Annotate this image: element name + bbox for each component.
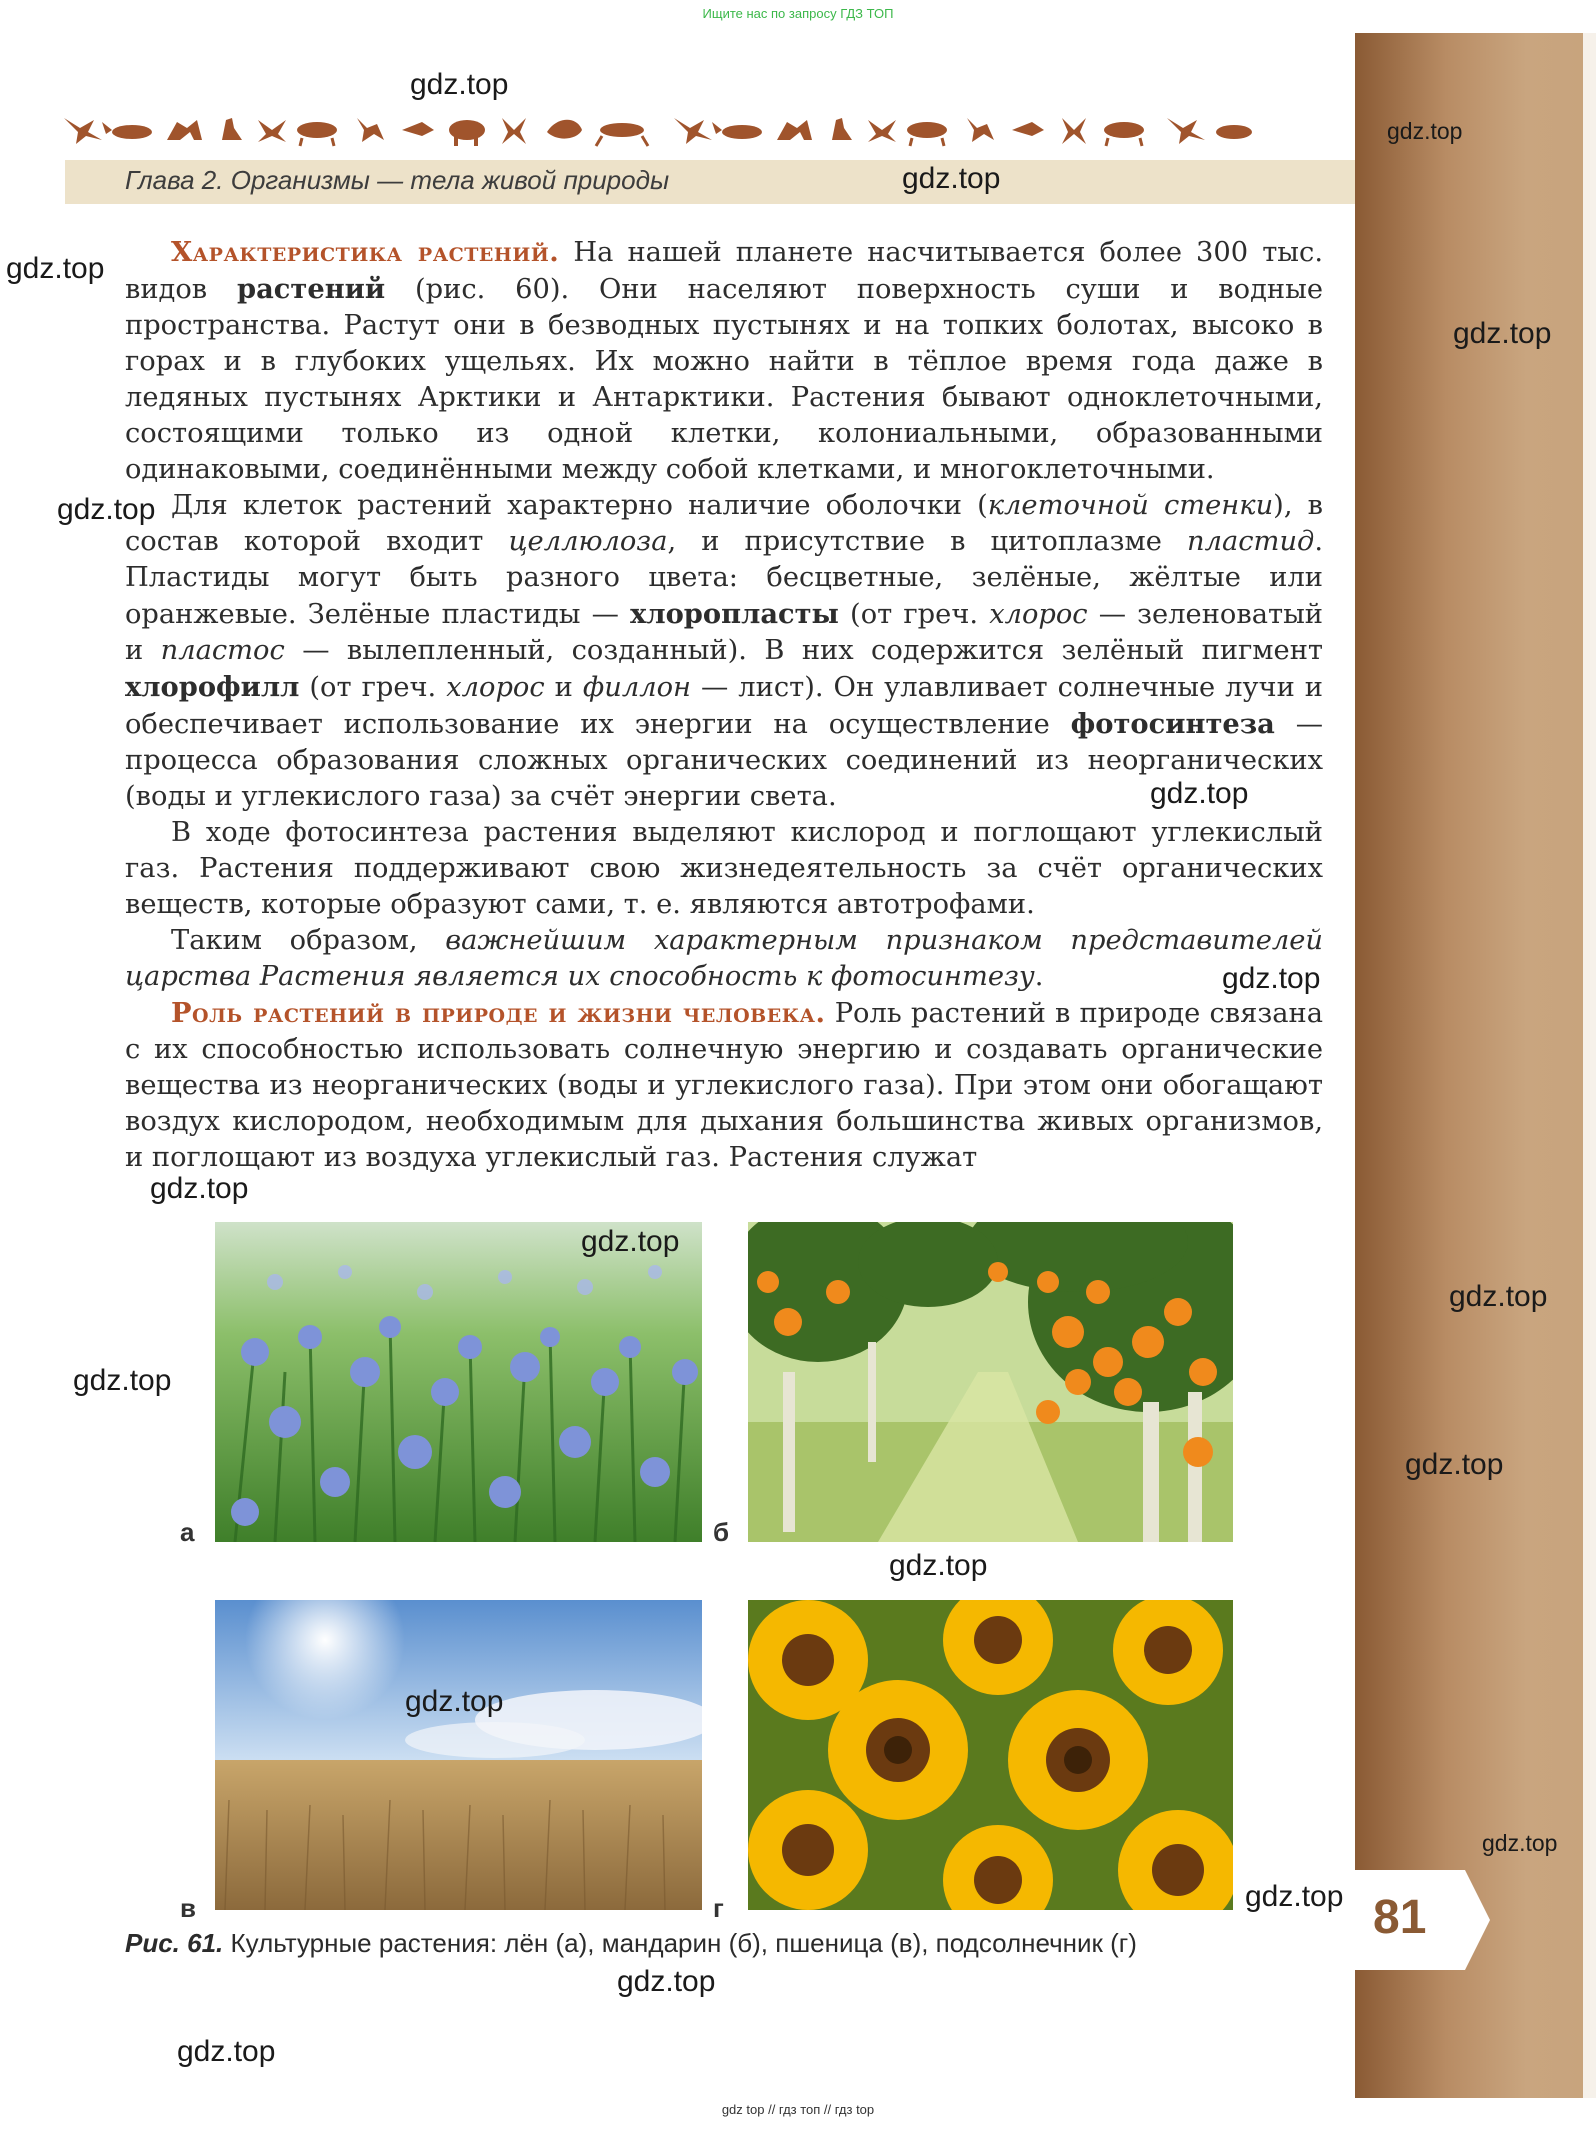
figure-letter-g: г <box>713 1893 724 1923</box>
watermark: gdz.top <box>6 252 105 285</box>
watermark: gdz.top <box>1222 962 1321 995</box>
term-phyllon: филлон <box>582 672 691 703</box>
watermark: gdz.top <box>410 68 509 101</box>
chapter-title: Глава 2. Организмы — тела живой природы <box>125 165 670 195</box>
key-statement: важнейшим характерным признаком представителей царства Растения является их способность к фотосинтезу <box>125 925 1323 992</box>
text-span: . Пластиды могут быть разного цвета: бесцветные, зелёные, жёлтые или оранжевые. Зелёные пластиды — <box>125 526 1324 630</box>
paragraph-plant-role <box>125 995 1323 1176</box>
watermark: gdz.top <box>1405 1448 1504 1481</box>
text-span: На нашей планете насчитывается более 300 тыс. видов <box>125 237 1323 305</box>
watermark: gdz.top <box>1482 1830 1558 1856</box>
watermark: gdz.top <box>73 1364 172 1397</box>
photo-mandarin <box>748 1222 1233 1542</box>
term-plants: растений <box>237 273 386 305</box>
term-chloroplasts: хлоропласты <box>630 598 839 630</box>
bottom-note: gdz top // гдз топ // гдз top <box>721 2102 875 2117</box>
watermark: gdz.top <box>1387 118 1463 144</box>
text-span: — лист). Он улавливает солнечные лучи и обеспечивает использование их энергии на осуществление <box>125 672 1323 740</box>
text-span: Таким образом, <box>171 925 446 956</box>
text-span: Роль растений в природе связана с их способностью использовать солнечную энергию и создавать органические вещества из неорганических (воды и углекислого газа). При этом они обогащают воздух кислородом, необходимым для дыхания большинства живых организмов, и поглощают из воздуха углекислый газ. Растения служат <box>125 998 1323 1173</box>
text-span: Для клеток растений характерно наличие оболочки ( <box>171 490 988 521</box>
text-span: — вылепленный, созданный). В них содержится зелёный пигмент <box>284 635 1323 666</box>
watermark: gdz.top <box>1449 1280 1548 1313</box>
main-text <box>125 234 1323 1176</box>
watermark: gdz.top <box>177 2035 276 2068</box>
paragraph-conclusion <box>125 923 1323 995</box>
text-span: — зеленоватый и <box>125 599 1323 666</box>
figure-letter-a: а <box>180 1517 195 1547</box>
photo-wheat <box>215 1600 702 1910</box>
photo-flax <box>215 1222 702 1542</box>
term-chloros: хлорос <box>989 599 1088 630</box>
figure-caption <box>125 1928 1325 1959</box>
watermark: gdz.top <box>1150 777 1249 810</box>
figure-letter-v: в <box>180 1893 196 1923</box>
figure-letter-b: б <box>713 1517 730 1547</box>
watermark: gdz.top <box>889 1549 988 1582</box>
figure-caption-label: Рис. 61. <box>125 1928 224 1958</box>
paragraph-photosynthesis: В ходе фотосинтеза растения выделяют кислород и поглощают углекислый газ. Растения поддерживают свою жизнедеятельность за счёт органических веществ, которые образуют сами, т. е. являются автотрофами. <box>125 817 1323 920</box>
watermark: gdz.top <box>1245 1880 1344 1913</box>
page-number: 81 <box>1373 1891 1427 1944</box>
watermark: gdz.top <box>150 1172 249 1205</box>
watermark: gdz.top <box>902 162 1001 195</box>
page-edge-strip <box>1583 33 1596 2098</box>
term-cellulose: целлюлоза <box>508 526 668 557</box>
photo-sunflowers <box>748 1600 1233 1910</box>
paragraph-plant-characteristics <box>125 234 1323 488</box>
term-plastos: пластос <box>160 635 285 666</box>
watermark: gdz.top <box>617 1965 716 1998</box>
term-plastids: пластид <box>1187 526 1315 557</box>
text-span: . <box>1034 961 1044 992</box>
text-span: и <box>544 672 583 703</box>
text-span: — процесса образования сложных органических соединений из неорганических (воды и углекислого газа) за счёт энергии света. <box>125 709 1323 812</box>
watermark: gdz.top <box>57 493 156 526</box>
text-span: (от греч. <box>838 599 990 630</box>
text-span: ), в состав которой входит <box>125 490 1323 557</box>
animal-silhouettes-border <box>62 110 1262 150</box>
text-span: , и присутствие в цитоплазме <box>667 526 1188 557</box>
section-heading-characteristics: Характеристика растений. <box>171 236 560 268</box>
section-heading-role: Роль растений в природе и жизни человека. <box>171 997 826 1029</box>
text-span: (от греч. <box>299 672 447 703</box>
watermark: gdz.top <box>581 1225 680 1258</box>
term-chloros-2: хлорос <box>446 672 545 703</box>
text-span: (рис. 60). Они населяют поверхность суши и водные пространства. Растут они в безводных пустынях и на топких болотах, высоко в горах и в глубоких ущельях. Их можно найти в тёплое время года даже в ледяных пустынях Арктики и Антарктики. Растения бывают одноклеточными, состоящими только из одной клетки, колониальными, образованными одинаковыми, соединёнными между собой клетками, и многоклеточными. <box>125 274 1323 485</box>
term-cell-wall: клеточной стенки <box>987 490 1274 521</box>
paragraph-plant-cells <box>125 488 1323 815</box>
figure-caption-text: Культурные растения: лён (а), мандарин (б), пшеница (в), подсолнечник (г) <box>223 1928 1137 1958</box>
term-photosynthesis: фотосинтеза <box>1070 708 1275 740</box>
watermark: gdz.top <box>1453 317 1552 350</box>
top-search-note: Ищите нас по запросу ГДЗ ТОП <box>702 6 894 21</box>
term-chlorophyll: хлорофилл <box>125 671 300 703</box>
watermark: gdz.top <box>405 1685 504 1718</box>
